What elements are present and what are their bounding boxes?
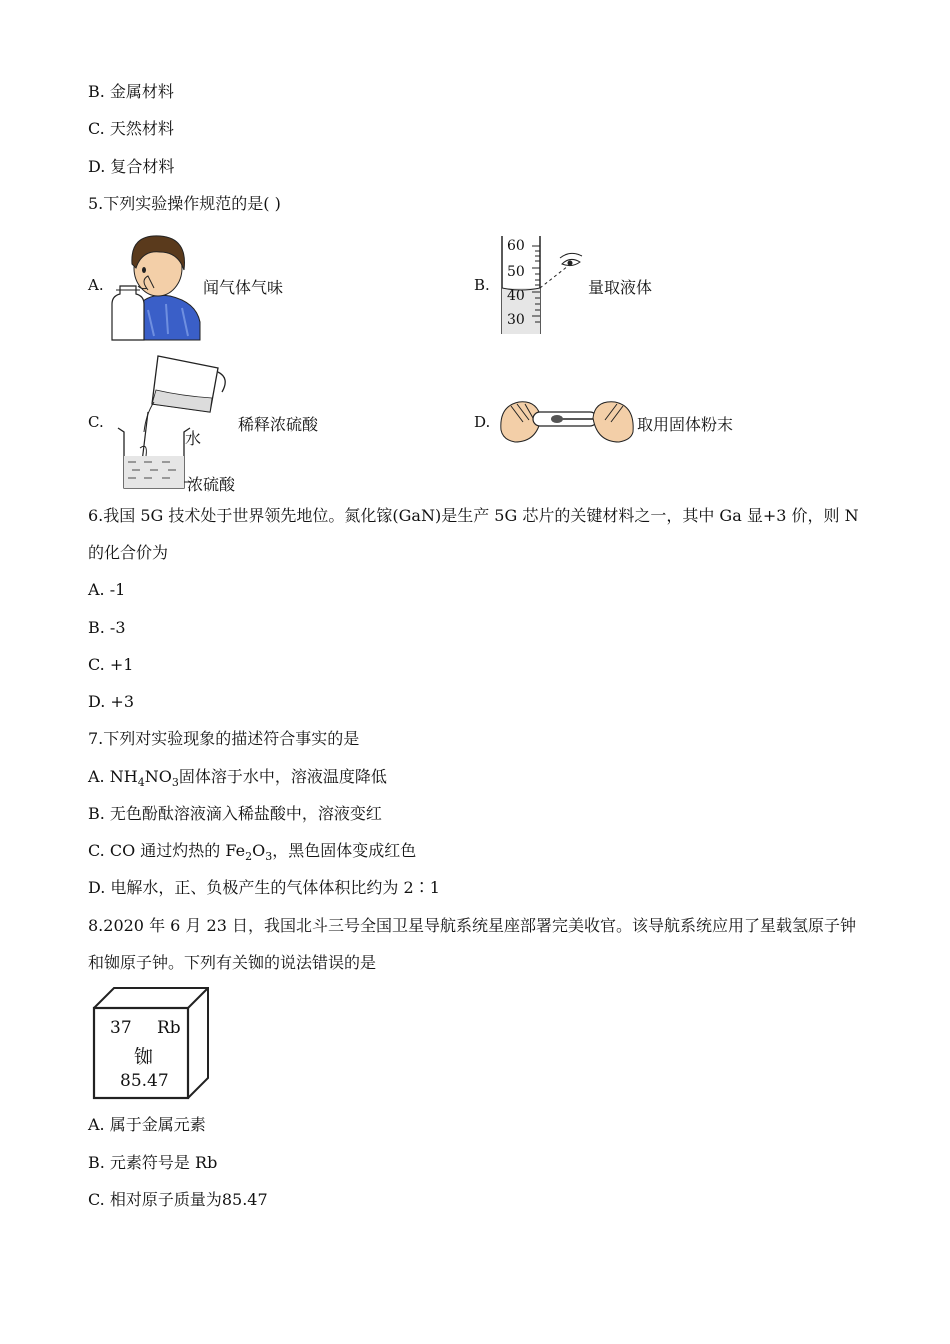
q5-option-c-water-label: 水 (185, 429, 202, 448)
q6-stem-line1: 6.我国 5G 技术处于世界领先地位。氮化镓(GaN)是生产 5G 芯片的关键材料之一，其中 Ga 显+3 价，则 N (88, 506, 859, 525)
q5-option-b-caption: 量取液体 (588, 278, 653, 297)
q8-option-a: A. 属于金属元素 (88, 1115, 206, 1134)
q6-option-d: D. +3 (88, 692, 135, 711)
q7-option-b: B. 无色酚酞溶液滴入稀盐酸中，溶液变红 (88, 804, 382, 823)
q6-option-b: B. -3 (88, 618, 126, 637)
q5-option-c-caption: 稀释浓硫酸 (238, 415, 319, 434)
q5-option-d-label: D. (474, 413, 491, 431)
cylinder-tick-50: 50 (507, 264, 525, 280)
q4-option-b: B. 金属材料 (88, 82, 174, 101)
q5-stem: 5.下列实验操作规范的是( ) (88, 194, 281, 213)
element-symbol: Rb (157, 1018, 181, 1038)
q7-option-c: C. CO 通过灼热的 $Fe_2O_3$，黑色固体变成红色 (88, 841, 417, 864)
dilute-acid-illustration (118, 352, 228, 492)
q5-option-a-caption: 闻气体气味 (203, 278, 284, 297)
q5-option-a-label: A. (88, 276, 104, 294)
smell-gas-illustration (108, 230, 203, 340)
q6-stem-line2: 的化合价为 (88, 543, 169, 562)
q6-option-a: A. -1 (88, 580, 126, 599)
cylinder-tick-40: 40 (507, 288, 525, 304)
q5-option-c-label: C. (88, 413, 104, 431)
q6-option-c: C. +1 (88, 655, 134, 674)
cylinder-tick-60: 60 (507, 238, 525, 254)
q8-option-b: B. 元素符号是 Rb (88, 1153, 218, 1172)
element-name: 铷 (134, 1046, 154, 1068)
q7-option-a: A. $NH_4NO_3$固体溶于水中，溶液温度降低 (88, 767, 387, 790)
q7-stem: 7.下列对实验现象的描述符合事实的是 (88, 729, 360, 748)
q4-option-c: C. 天然材料 (88, 119, 174, 138)
element-atomic-mass: 85.47 (120, 1071, 169, 1091)
q4-option-d: D. 复合材料 (88, 157, 175, 176)
cylinder-tick-30: 30 (507, 312, 525, 328)
q5-option-c-acid-label: 浓硫酸 (187, 475, 236, 494)
q8-option-c: C. 相对原子质量为85.47 (88, 1190, 268, 1209)
q8-stem-line2: 和铷原子钟。下列有关铷的说法错误的是 (88, 953, 377, 972)
q8-stem-line1: 8.2020 年 6 月 23 日，我国北斗三号全国卫星导航系统星座部署完美收官。该导航系统应用了星载氢原子钟 (88, 916, 856, 935)
q7-option-d: D. 电解水，正、负极产生的气体体积比约为 2∶1 (88, 878, 440, 897)
solid-powder-illustration (497, 392, 637, 448)
element-atomic-number: 37 (110, 1018, 132, 1038)
q5-option-b-label: B. (474, 276, 490, 294)
q5-option-d-caption: 取用固体粉末 (637, 415, 734, 434)
